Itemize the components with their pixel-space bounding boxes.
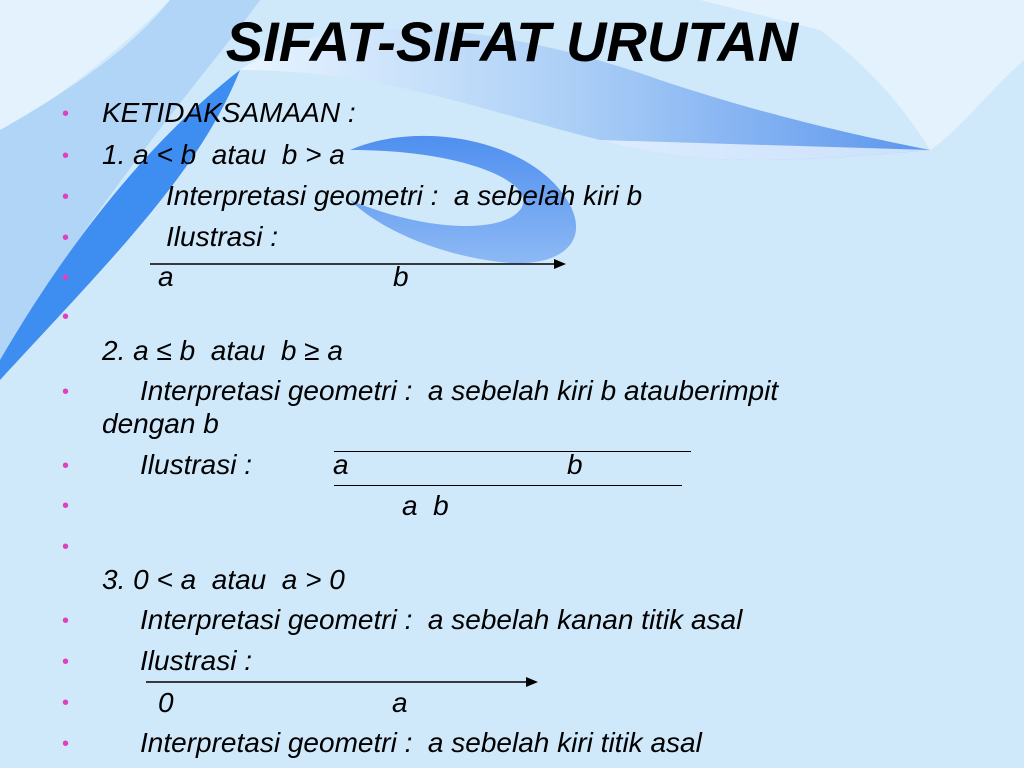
bullet-12: • <box>62 651 70 673</box>
line-interpretasi-2: Interpretasi geometri : a sebelah kiri b atauberimpit <box>140 375 779 406</box>
label-a-b-coincide: a b <box>402 490 449 521</box>
bullet-1: • <box>62 103 70 125</box>
bullet-4: • <box>62 227 70 249</box>
line-ilustrasi-2: Ilustrasi : <box>140 449 253 480</box>
line-ketidaksamaan: KETIDAKSAMAAN : <box>102 97 356 128</box>
number-line-arrow-1 <box>150 256 570 272</box>
number-line-bottom-2 <box>334 485 682 486</box>
label-b-2: b <box>567 449 583 480</box>
label-a-1: a <box>158 261 174 292</box>
label-zero-3: 0 <box>158 687 174 718</box>
bullet-9: • <box>62 495 70 517</box>
line-interpretasi-3: Interpretasi geometri : a sebelah kanan titik asal <box>140 604 743 635</box>
bullet-14: • <box>62 733 70 755</box>
slide-title: SIFAT-SIFAT URUTAN <box>225 10 799 73</box>
bullet-10: • <box>62 536 70 558</box>
line-ilustrasi-3: Ilustrasi : <box>140 645 253 676</box>
label-a-2: a <box>333 449 349 480</box>
bullet-11: • <box>62 610 70 632</box>
number-line-top-2 <box>334 451 691 452</box>
label-a-3: a <box>392 687 408 718</box>
line-rule-3: 3. 0 < a atau a > 0 <box>102 564 345 595</box>
bullet-3: • <box>62 186 70 208</box>
bullet-2: • <box>62 145 70 167</box>
bullet-8: • <box>62 455 70 477</box>
bullet-13: • <box>62 692 70 714</box>
line-ilustrasi-1: Ilustrasi : <box>166 221 279 252</box>
label-b-1: b <box>393 261 409 292</box>
number-line-arrow-3 <box>146 674 542 690</box>
bullet-7: • <box>62 381 70 403</box>
line-rule-1: 1. a < b atau b > a <box>102 139 345 170</box>
bullet-5: • <box>62 267 70 289</box>
line-interpretasi-2-cont: dengan b <box>102 408 219 439</box>
bullet-6: • <box>62 306 70 328</box>
line-interpretasi-1: Interpretasi geometri : a sebelah kiri b <box>166 180 643 211</box>
line-interpretasi-4: Interpretasi geometri : a sebelah kiri titik asal <box>140 727 702 758</box>
line-rule-2: 2. a ≤ b atau b ≥ a <box>102 335 343 366</box>
